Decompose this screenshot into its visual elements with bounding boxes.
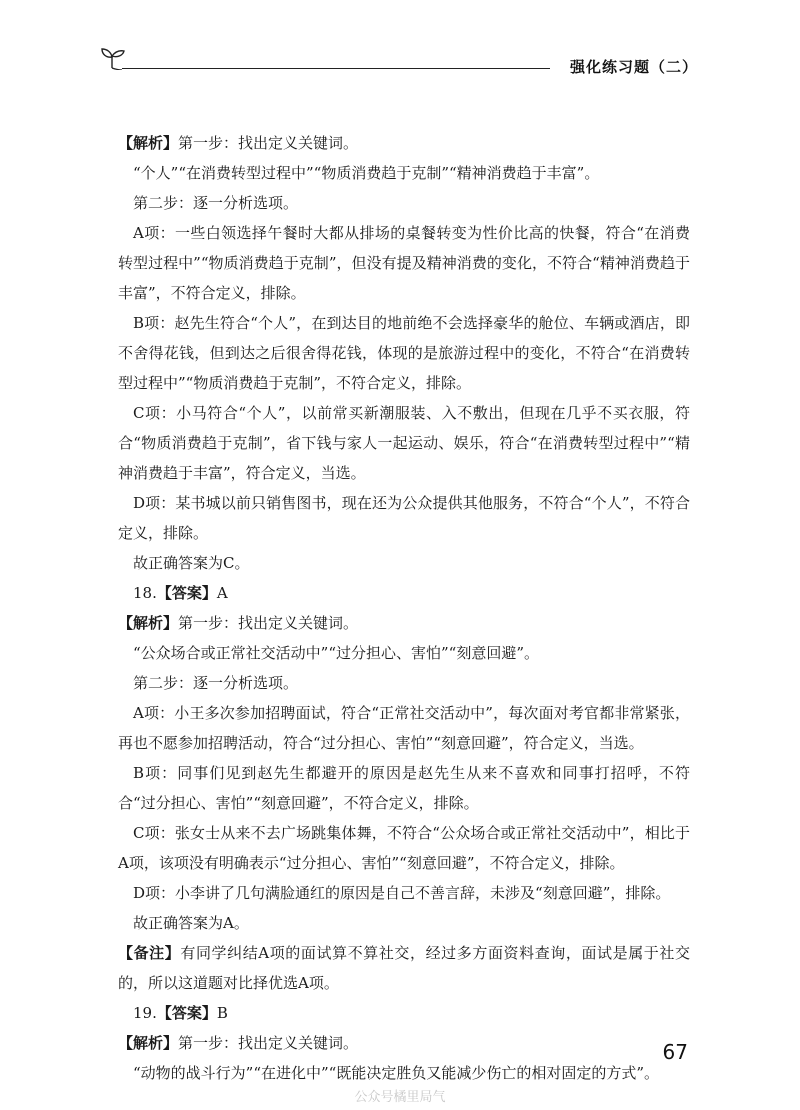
paragraph: [118, 758, 690, 818]
paragraph: [118, 188, 690, 218]
header-rule: [122, 68, 550, 69]
section-tag: 【答案】: [156, 1004, 217, 1022]
paragraph-text: 故正确答案为A。: [133, 914, 249, 932]
section-tag: 【答案】: [156, 584, 217, 602]
paragraph: [118, 938, 690, 998]
paragraph: [118, 548, 690, 578]
paragraph: [118, 218, 690, 308]
paragraph: [118, 668, 690, 698]
paragraph-text: D项：某书城以前只销售图书，现在还为公众提供其他服务，不符合“个人”，不符合定义，排除。: [118, 494, 690, 542]
paragraph-text: 有同学纠结A项的面试算不算社交，经过多方面资料查询，面试是属于社交的，所以这道题对比择优选A项。: [118, 944, 690, 992]
paragraph-text: 第一步：找出定义关键词。: [178, 1034, 359, 1052]
paragraph-text: D项：小李讲了几句满脸通红的原因是自己不善言辞，未涉及“刻意回避”，排除。: [133, 884, 671, 902]
paragraph-text: C项：张女士从来不去广场跳集体舞，不符合“公众场合或正常社交活动中”，相比于A项，该项没有明确表示“过分担心、害怕”“刻意回避”，不符合定义，排除。: [118, 824, 690, 872]
paragraph: [118, 128, 690, 158]
paragraph-text: “动物的战斗行为”“在进化中”“既能决定胜负又能减少伤亡的相对固定的方式”。: [133, 1064, 660, 1082]
paragraph: [118, 308, 690, 398]
paragraph-text: 第一步：找出定义关键词。: [178, 614, 359, 632]
running-header: [100, 44, 700, 80]
paragraph: [118, 398, 690, 488]
paragraph-text: 故正确答案为C。: [133, 554, 250, 572]
paragraph-text: A项：小王多次参加招聘面试，符合“正常社交活动中”，每次面对考官都非常紧张，再也不愿参加招聘活动，符合“过分担心、害怕”“刻意回避”，符合定义，当选。: [118, 704, 690, 752]
paragraph-text: “个人”“在消费转型过程中”“物质消费趋于克制”“精神消费趋于丰富”。: [133, 164, 600, 182]
paragraph: [118, 998, 690, 1028]
paragraph-text: B: [216, 1004, 228, 1022]
question-number: 18.: [133, 584, 157, 602]
question-number: 19.: [133, 1004, 157, 1022]
paragraph: [118, 608, 690, 638]
paragraph: [118, 908, 690, 938]
paragraph-text: “公众场合或正常社交活动中”“过分担心、害怕”“刻意回避”。: [133, 644, 540, 662]
paragraph: [118, 1058, 690, 1088]
paragraph: [118, 638, 690, 668]
paragraph-text: 第二步：逐一分析选项。: [133, 674, 299, 692]
paragraph-text: A项：一些白领选择午餐时大都从排场的桌餐转变为性价比高的快餐，符合“在消费转型过程中”“物质消费趋于克制”，但没有提及精神消费的变化，不符合“精神消费趋于丰富”，不符合定义，排除。: [118, 224, 690, 302]
watermark: 公众号橘里局气: [354, 1090, 446, 1105]
sprout-icon: [100, 46, 126, 70]
page-body: [118, 128, 690, 1088]
paragraph: [118, 818, 690, 878]
paragraph: [118, 578, 690, 608]
paragraph: [118, 698, 690, 758]
paragraph-text: 第二步：逐一分析选项。: [133, 194, 299, 212]
section-tag: 【解析】: [118, 614, 179, 632]
paragraph-text: 第一步：找出定义关键词。: [178, 134, 359, 152]
section-title: 强化练习题（二）: [569, 58, 698, 76]
page-number: 67: [662, 1040, 688, 1064]
paragraph: [118, 488, 690, 548]
paragraph: [118, 158, 690, 188]
paragraph: [118, 878, 690, 908]
paragraph-text: C项：小马符合“个人”，以前常买新潮服装、入不敷出，但现在几乎不买衣服，符合“物质消费趋于克制”，省下钱与家人一起运动、娱乐，符合“在消费转型过程中”“精神消费趋于丰富”，符合定义，当选。: [118, 404, 690, 482]
paragraph: [118, 1028, 690, 1058]
paragraph-text: A: [216, 584, 228, 602]
section-tag: 【解析】: [118, 1034, 179, 1052]
paragraph-text: B项：同事们见到赵先生都避开的原因是赵先生从来不喜欢和同事打招呼，不符合“过分担心、害怕”“刻意回避”，不符合定义，排除。: [118, 764, 690, 812]
section-tag: 【解析】: [118, 134, 179, 152]
paragraph-text: B项：赵先生符合“个人”，在到达目的地前绝不会选择豪华的舱位、车辆或酒店，即不舍得花钱，但到达之后很舍得花钱，体现的是旅游过程中的变化，不符合“在消费转型过程中”“物质消费趋于克制”，不符合定义，排除。: [118, 314, 690, 392]
section-tag: 【备注】: [118, 944, 181, 962]
